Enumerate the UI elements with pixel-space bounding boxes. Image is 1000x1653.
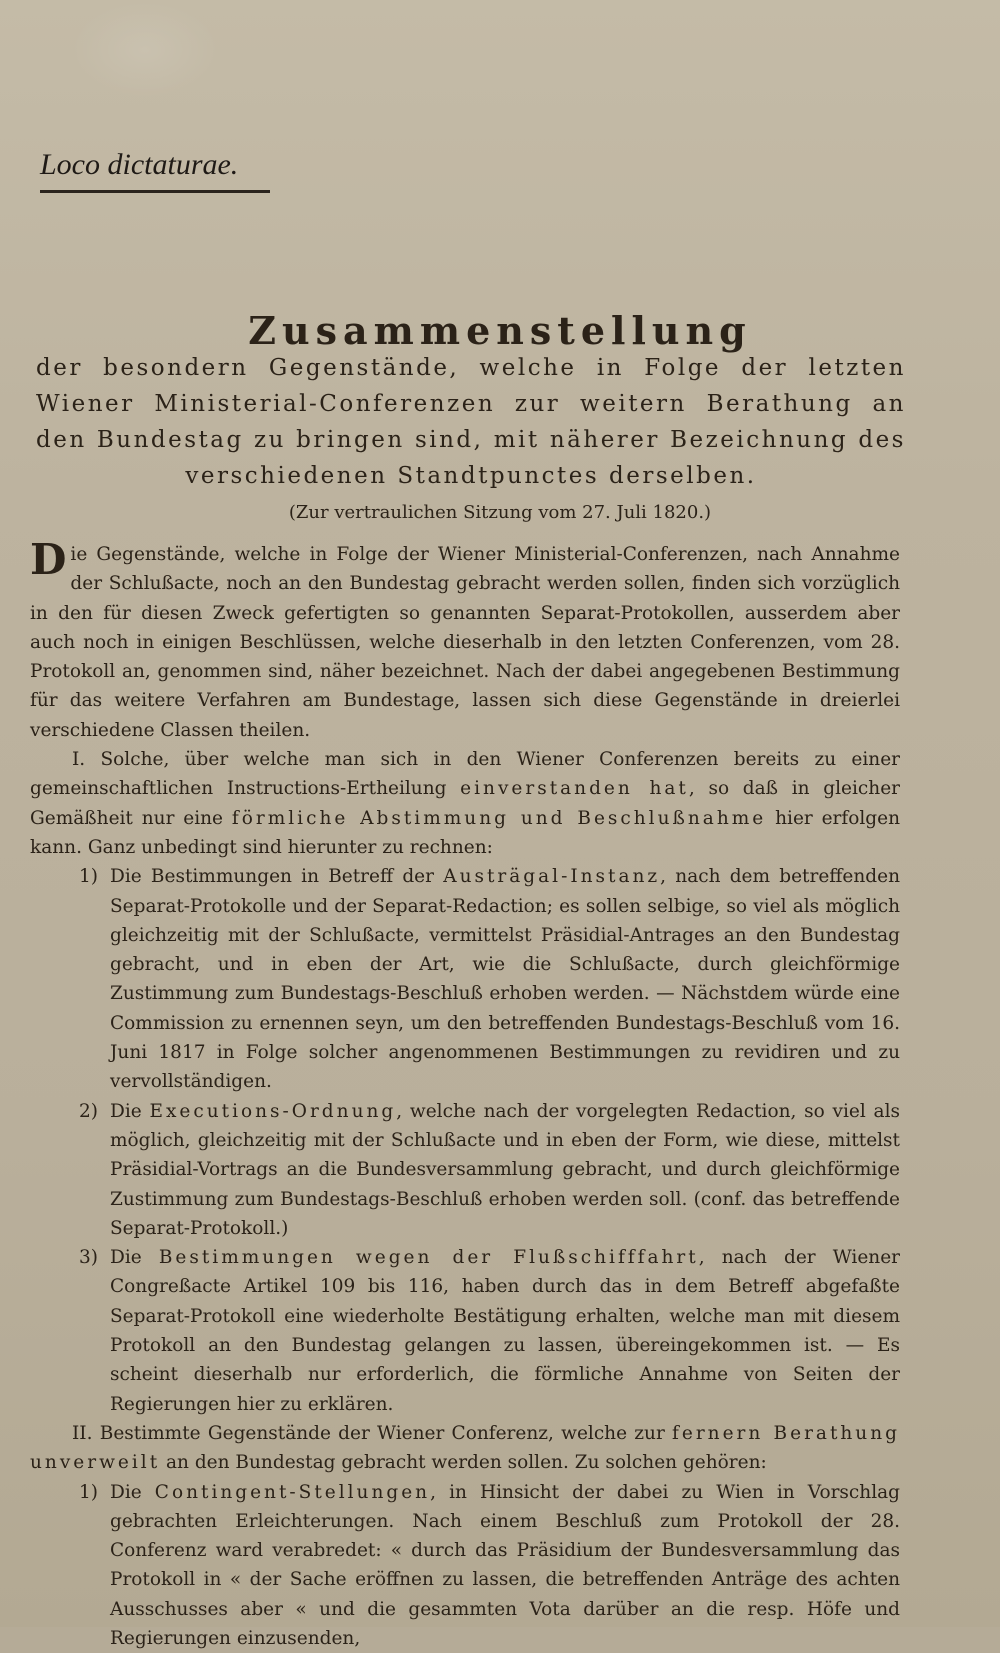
item-text: Die Contingent-Stellungen, in Hinsicht der dabei zu Wien in Vorschlag gebrachten Erleichterungen. Nach einem Beschluß zum Protokoll der 28. Conferenz ward verabredet: « durch das Präsidium der Bundesversammlung das Protokoll in « der Sache eröffnen zu lassen, die betreffenden Anträge des achten Ausschusses aber « und die gesammten Vota darüber an die resp. Höfe und Regierungen einzusenden, xyxy=(110,1478,900,1653)
section-1-numeral: I. xyxy=(72,749,85,770)
item-text: Die Executions-Ordnung, welche nach der vorgelegten Redaction, so viel als möglich, gleichzeitig mit der Schlußacte und in eben der Form, wie diese, mittelst Präsidial-Vortrags an die Bundesversammlung gebracht, und durch gleichförmige Zustimmung zum Bundestags-Beschluß erhoben werden soll. (conf. das betreffende Separat-Protokoll.) xyxy=(110,1097,900,1243)
list-item xyxy=(30,1097,900,1243)
list-item xyxy=(30,862,900,1096)
section-1-paragraph: I. Solche, über welche man sich in den Wiener Conferenzen bereits zu einer gemeinschaftlichen Instructions-Ertheilung einverstanden hat, so daß in gleicher Gemäßheit nur eine förmliche Abstimmung und Beschlußnahme hier erfolgen kann. Ganz unbedingt sind hierunter zu rechnen: xyxy=(30,745,900,862)
emphasis-text: förmliche Abstimmung und Beschlußnahme xyxy=(232,808,766,829)
session-note: (Zur vertraulichen Sitzung vom 27. Juli 1820.) xyxy=(0,502,1000,523)
item-number: 3) xyxy=(30,1243,110,1272)
item-text: Die Bestimmungen in Betreff der Austrägal-Instanz, nach dem betreffenden Separat-Protokolle und der Separat-Redaction; es sollen selbige, so viel als möglich gleichzeitig mit der Schlußacte, vermittelst Präsidial-Antrages an den Bundestag gebracht, und in eben der Art, wie die Schlußacte, durch gleichförmige Zustimmung zum Bundestags-Beschluß erhoben werden. — Nächstdem würde eine Commission zu ernennen seyn, um den betreffenden Bundestags-Beschluß vom 16. Juni 1817 in Folge solcher angenommenen Bestimmungen zu revidiren und zu vervollständigen. xyxy=(110,862,900,1096)
header-underline xyxy=(40,190,270,193)
intro-paragraph: Die Gegenstände, welche in Folge der Wiener Ministerial-Conferenzen, nach Annahme der Schlußacte, noch an den Bundestag gebracht werden sollen, finden sich vorzüglich in den für diesen Zweck gefertigten so genannten Separat-Protokollen, ausserdem aber auch noch in einigen Beschlüssen, welche dieserhalb in den letzten Conferenzen, vom 28. Protokoll an, genommen sind, näher bezeichnet. Nach der dabei angegebenen Bestimmung für das weitere Verfahren am Bundestage, lassen sich diese Gegenstände in dreierlei verschiedene Classen theilen. xyxy=(30,540,900,745)
document-title: Zusammenstellung xyxy=(0,308,1000,353)
section-2-numeral: II. xyxy=(72,1423,93,1444)
item-text: Die Bestimmungen wegen der Flußschifffahrt, nach der Wiener Congreßacte Artikel 109 bis 116, haben durch das in dem Betreff abgefaßte Separat-Protokoll eine wiederholte Bestätigung erhalten, welche man mit diesem Protokoll an den Bundestag gelangen zu lassen, übereingekommen ist. — Es scheint dieserhalb nur erforderlich, die förmliche Annahme von Seiten der Regierungen hier zu erklären. xyxy=(110,1243,900,1419)
header-annotation: Loco dictaturae. xyxy=(40,148,238,182)
item-number: 1) xyxy=(30,862,110,891)
emphasis-text: einverstanden hat xyxy=(460,778,689,799)
list-item xyxy=(30,1478,900,1653)
emphasis-text: Contingent-Stellungen xyxy=(155,1482,430,1503)
item-number: 1) xyxy=(30,1478,110,1507)
item-number: 2) xyxy=(30,1097,110,1126)
body-text xyxy=(30,540,900,1653)
emphasis-text: fernern Berathung unverweilt xyxy=(30,1423,900,1473)
emphasis-text: Austrägal-Instanz xyxy=(443,866,660,887)
faded-library-stamp xyxy=(70,0,220,100)
emphasis-text: Bestimmungen wegen der Flußschifffahrt xyxy=(159,1247,699,1268)
document-subtitle: der besondern Gegenstände, welche in Folge der letzten Wiener Ministerial-Conferenzen zur weitern Berathung an den Bundestag zu bringen sind, mit näherer Bezeichnung des verschiedenen Standtpunctes derselben. xyxy=(36,350,906,494)
emphasis-text: Executions-Ordnung xyxy=(149,1101,396,1122)
list-item xyxy=(30,1243,900,1419)
section-2-paragraph: II. Bestimmte Gegenstände der Wiener Conferenz, welche zur fernern Berathung unverweilt an den Bundestag gebracht werden sollen. Zu solchen gehören: xyxy=(30,1419,900,1478)
